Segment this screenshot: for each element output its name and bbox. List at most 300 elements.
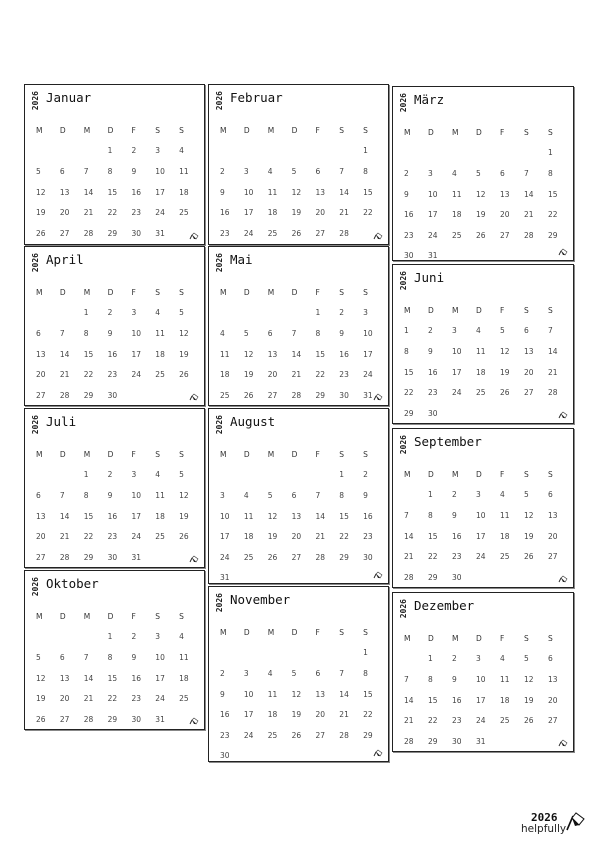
day-cell: 17 bbox=[155, 187, 165, 197]
day-cell: 18 bbox=[500, 695, 510, 705]
weekday-label: F bbox=[315, 287, 320, 297]
day-cell: 25 bbox=[267, 730, 278, 740]
day-cell: 4 bbox=[267, 668, 273, 678]
day-cell: 4 bbox=[220, 328, 225, 338]
day-grid bbox=[31, 606, 198, 730]
footer-branding bbox=[521, 810, 591, 840]
flag-icon bbox=[189, 717, 199, 725]
weekday-label: S bbox=[548, 305, 553, 315]
day-cell: 19 bbox=[291, 710, 302, 720]
day-cell: 24 bbox=[428, 230, 438, 240]
day-cell: 14 bbox=[315, 511, 325, 521]
day-cell: 15 bbox=[107, 187, 118, 197]
day-cell: 7 bbox=[83, 652, 89, 662]
weekday-label: D bbox=[107, 449, 114, 459]
day-cell: 9 bbox=[452, 674, 457, 684]
day-cell: 8 bbox=[83, 490, 89, 500]
day-cell: 22 bbox=[107, 694, 118, 704]
day-cell: 23 bbox=[452, 552, 462, 562]
day-grid bbox=[215, 120, 382, 244]
day-cell: 25 bbox=[243, 552, 254, 562]
week-row bbox=[31, 161, 198, 182]
weekday-label: D bbox=[107, 611, 114, 621]
day-cell: 15 bbox=[363, 187, 373, 197]
weekday-header bbox=[399, 300, 567, 321]
day-cell: 8 bbox=[107, 166, 113, 176]
weekday-label: M bbox=[267, 125, 275, 135]
day-cell: 11 bbox=[220, 349, 230, 359]
weekday-header bbox=[31, 444, 198, 465]
day-cell: 18 bbox=[155, 511, 165, 521]
week-row bbox=[215, 323, 382, 344]
weekday-label: D bbox=[243, 627, 250, 637]
day-cell: 27 bbox=[524, 388, 534, 398]
flag-icon bbox=[558, 248, 568, 256]
day-cell: 3 bbox=[476, 654, 481, 664]
day-cell: 9 bbox=[404, 189, 409, 199]
day-cell: 27 bbox=[291, 552, 302, 562]
day-cell: 26 bbox=[291, 228, 302, 238]
day-cell: 13 bbox=[524, 346, 534, 356]
day-cell: 22 bbox=[315, 370, 325, 380]
day-cell: 16 bbox=[131, 673, 141, 683]
day-cell: 14 bbox=[404, 695, 414, 705]
weekday-label: M bbox=[220, 287, 227, 297]
day-cell: 10 bbox=[155, 652, 165, 662]
week-row bbox=[31, 485, 198, 506]
day-cell: 9 bbox=[363, 490, 368, 500]
week-row bbox=[399, 204, 567, 225]
day-cell: 25 bbox=[452, 230, 462, 240]
day-cell: 22 bbox=[428, 552, 438, 562]
day-cell: 28 bbox=[59, 390, 70, 400]
day-cell: 27 bbox=[315, 730, 325, 740]
flag-icon bbox=[373, 749, 383, 757]
day-cell: 13 bbox=[36, 511, 46, 521]
weekday-label: F bbox=[500, 633, 505, 643]
weekday-label: M bbox=[267, 449, 275, 459]
year-label: 2026 bbox=[215, 415, 224, 435]
year-label: 2026 bbox=[399, 271, 408, 291]
weekday-label: S bbox=[363, 125, 368, 135]
day-cell: 28 bbox=[404, 736, 414, 746]
day-cell: 9 bbox=[428, 346, 433, 356]
week-row bbox=[215, 344, 382, 365]
week-row bbox=[31, 506, 198, 527]
day-cell: 27 bbox=[548, 716, 558, 726]
day-cell: 19 bbox=[267, 532, 278, 542]
weekday-label: F bbox=[315, 125, 320, 135]
day-cell: 12 bbox=[291, 187, 302, 197]
day-cell: 23 bbox=[363, 532, 373, 542]
day-cell: 23 bbox=[404, 230, 414, 240]
day-cell: 19 bbox=[179, 511, 189, 521]
month-title: Juni bbox=[414, 270, 445, 285]
day-cell: 31 bbox=[155, 714, 165, 724]
day-cell: 17 bbox=[131, 349, 141, 359]
week-row bbox=[215, 547, 382, 568]
day-cell: 17 bbox=[155, 673, 165, 683]
week-row bbox=[215, 202, 382, 223]
day-cell: 7 bbox=[524, 168, 529, 178]
day-cell: 22 bbox=[363, 710, 373, 720]
day-cell: 21 bbox=[404, 716, 414, 726]
weekday-label: D bbox=[476, 127, 482, 137]
weekday-label: M bbox=[404, 127, 411, 137]
day-cell: 4 bbox=[179, 632, 184, 642]
day-cell: 15 bbox=[363, 689, 373, 699]
weekday-label: M bbox=[36, 449, 43, 459]
weekday-label: M bbox=[36, 287, 43, 297]
day-cell: 24 bbox=[131, 532, 141, 542]
day-grid bbox=[399, 122, 567, 266]
month-title: September bbox=[414, 434, 482, 449]
day-cell: 8 bbox=[107, 652, 113, 662]
weekday-label: D bbox=[428, 127, 434, 137]
day-cell: 4 bbox=[155, 470, 161, 480]
day-cell: 30 bbox=[339, 390, 349, 400]
weekday-label: S bbox=[155, 125, 161, 135]
day-cell: 1 bbox=[83, 308, 89, 318]
flag-icon bbox=[558, 575, 568, 583]
day-cell: 12 bbox=[179, 490, 189, 500]
day-cell: 31 bbox=[155, 228, 165, 238]
weekday-label: F bbox=[500, 305, 505, 315]
weekday-label: S bbox=[363, 287, 368, 297]
day-cell: 2 bbox=[452, 490, 457, 500]
day-cell: 6 bbox=[524, 326, 529, 336]
week-row bbox=[215, 643, 382, 664]
day-cell: 9 bbox=[131, 652, 137, 662]
day-cell: 7 bbox=[83, 166, 89, 176]
weekday-label: D bbox=[476, 305, 482, 315]
day-cell: 6 bbox=[267, 328, 273, 338]
day-cell: 9 bbox=[107, 490, 113, 500]
day-cell: 10 bbox=[155, 166, 165, 176]
day-cell: 5 bbox=[476, 168, 481, 178]
day-cell: 10 bbox=[476, 510, 486, 520]
week-row bbox=[31, 385, 198, 406]
day-cell: 29 bbox=[107, 714, 118, 724]
weekday-label: S bbox=[155, 287, 161, 297]
day-cell: 30 bbox=[452, 736, 462, 746]
weekday-header bbox=[31, 120, 198, 141]
day-cell: 1 bbox=[83, 470, 89, 480]
day-cell: 6 bbox=[59, 652, 65, 662]
week-row bbox=[399, 731, 567, 752]
day-cell: 2 bbox=[220, 668, 225, 678]
day-grid bbox=[399, 464, 567, 588]
week-row bbox=[215, 663, 382, 684]
week-row bbox=[215, 746, 382, 767]
day-cell: 20 bbox=[548, 531, 558, 541]
day-cell: 21 bbox=[291, 370, 302, 380]
weekday-header bbox=[399, 464, 567, 485]
weekday-label: S bbox=[339, 449, 345, 459]
day-grid bbox=[399, 628, 567, 752]
day-cell: 28 bbox=[83, 228, 94, 238]
day-cell: 22 bbox=[83, 532, 94, 542]
week-row bbox=[399, 526, 567, 547]
month-title: November bbox=[230, 592, 291, 607]
day-cell: 13 bbox=[59, 187, 70, 197]
day-cell: 15 bbox=[83, 349, 94, 359]
week-row bbox=[215, 303, 382, 324]
week-row bbox=[31, 344, 198, 365]
flag-icon bbox=[565, 810, 587, 832]
day-cell: 28 bbox=[339, 730, 349, 740]
weekday-label: M bbox=[83, 449, 91, 459]
day-cell: 20 bbox=[59, 694, 70, 704]
weekday-label: S bbox=[179, 287, 184, 297]
week-row bbox=[399, 690, 567, 711]
day-cell: 21 bbox=[59, 532, 70, 542]
day-cell: 26 bbox=[243, 390, 254, 400]
weekday-label: D bbox=[291, 627, 298, 637]
day-cell: 24 bbox=[452, 388, 462, 398]
day-cell: 9 bbox=[220, 689, 225, 699]
day-cell: 15 bbox=[83, 511, 94, 521]
day-cell: 20 bbox=[291, 532, 302, 542]
day-cell: 7 bbox=[315, 490, 321, 500]
month-title: März bbox=[414, 92, 445, 107]
day-cell: 6 bbox=[500, 168, 505, 178]
day-cell: 16 bbox=[428, 367, 438, 377]
day-cell: 26 bbox=[500, 388, 510, 398]
day-cell: 27 bbox=[500, 230, 510, 240]
weekday-label: D bbox=[428, 305, 434, 315]
week-row bbox=[215, 364, 382, 385]
day-cell: 11 bbox=[179, 166, 189, 176]
day-cell: 21 bbox=[315, 532, 325, 542]
day-cell: 5 bbox=[524, 490, 529, 500]
day-cell: 24 bbox=[155, 694, 165, 704]
week-row bbox=[31, 627, 198, 648]
day-cell: 18 bbox=[267, 208, 278, 218]
day-cell: 6 bbox=[36, 328, 41, 338]
day-cell: 14 bbox=[83, 187, 94, 197]
weekday-label: S bbox=[524, 469, 529, 479]
day-cell: 26 bbox=[36, 228, 46, 238]
day-cell: 2 bbox=[107, 308, 113, 318]
day-grid bbox=[215, 444, 382, 588]
week-row bbox=[215, 725, 382, 746]
day-cell: 2 bbox=[220, 166, 225, 176]
day-cell: 23 bbox=[131, 208, 141, 218]
day-cell: 7 bbox=[548, 326, 553, 336]
day-cell: 18 bbox=[243, 532, 254, 542]
day-cell: 19 bbox=[524, 531, 534, 541]
week-row bbox=[31, 526, 198, 547]
day-cell: 5 bbox=[179, 308, 184, 318]
day-cell: 9 bbox=[131, 166, 137, 176]
weekday-label: D bbox=[59, 449, 66, 459]
day-cell: 14 bbox=[339, 689, 349, 699]
day-cell: 27 bbox=[548, 552, 558, 562]
week-row bbox=[31, 223, 198, 244]
weekday-label: S bbox=[524, 127, 529, 137]
day-cell: 13 bbox=[315, 689, 325, 699]
weekday-label: S bbox=[548, 633, 553, 643]
week-row bbox=[215, 684, 382, 705]
weekday-header bbox=[215, 444, 382, 465]
month-card-mai bbox=[208, 246, 389, 406]
month-title: August bbox=[230, 414, 276, 429]
month-title: Dezember bbox=[414, 598, 475, 613]
day-cell: 13 bbox=[548, 510, 558, 520]
day-cell: 16 bbox=[452, 695, 462, 705]
weekday-label: S bbox=[155, 611, 161, 621]
weekday-label: D bbox=[428, 633, 434, 643]
week-row bbox=[399, 321, 567, 342]
weekday-label: S bbox=[524, 305, 529, 315]
day-cell: 21 bbox=[404, 552, 414, 562]
day-cell: 12 bbox=[267, 511, 278, 521]
day-cell: 17 bbox=[452, 367, 462, 377]
day-cell: 26 bbox=[267, 552, 278, 562]
week-row bbox=[399, 184, 567, 205]
weekday-label: M bbox=[452, 127, 459, 137]
day-cell: 13 bbox=[500, 189, 510, 199]
week-row bbox=[399, 163, 567, 184]
weekday-label: F bbox=[131, 125, 136, 135]
week-row bbox=[215, 223, 382, 244]
week-row bbox=[215, 385, 382, 406]
day-cell: 3 bbox=[452, 326, 457, 336]
day-cell: 25 bbox=[500, 552, 510, 562]
day-cell: 2 bbox=[404, 168, 409, 178]
day-cell: 24 bbox=[243, 730, 254, 740]
day-grid bbox=[399, 300, 567, 424]
day-cell: 22 bbox=[404, 388, 414, 398]
day-cell: 27 bbox=[36, 552, 46, 562]
day-cell: 23 bbox=[428, 388, 438, 398]
weekday-label: M bbox=[267, 287, 275, 297]
day-cell: 15 bbox=[107, 673, 118, 683]
day-cell: 10 bbox=[363, 328, 373, 338]
day-cell: 5 bbox=[36, 652, 41, 662]
weekday-label: D bbox=[243, 287, 250, 297]
week-row bbox=[215, 465, 382, 486]
weekday-label: S bbox=[363, 627, 368, 637]
day-cell: 6 bbox=[315, 668, 321, 678]
month-card-februar bbox=[208, 84, 389, 245]
weekday-label: S bbox=[179, 125, 184, 135]
day-cell: 2 bbox=[428, 326, 433, 336]
day-cell: 25 bbox=[500, 716, 510, 726]
day-cell: 10 bbox=[243, 187, 254, 197]
day-cell: 20 bbox=[315, 208, 325, 218]
day-cell: 2 bbox=[131, 632, 137, 642]
week-row bbox=[215, 704, 382, 725]
day-cell: 12 bbox=[36, 673, 46, 683]
day-cell: 14 bbox=[59, 349, 70, 359]
month-card-januar bbox=[24, 84, 205, 245]
week-row bbox=[399, 710, 567, 731]
day-cell: 12 bbox=[243, 349, 254, 359]
day-cell: 16 bbox=[220, 208, 230, 218]
day-cell: 14 bbox=[548, 346, 558, 356]
day-cell: 5 bbox=[179, 470, 184, 480]
year-label: 2026 bbox=[31, 577, 40, 597]
day-cell: 21 bbox=[59, 370, 70, 380]
day-cell: 24 bbox=[476, 552, 486, 562]
day-cell: 18 bbox=[267, 710, 278, 720]
day-cell: 19 bbox=[36, 208, 46, 218]
day-cell: 17 bbox=[476, 695, 486, 705]
day-cell: 14 bbox=[524, 189, 534, 199]
weekday-header bbox=[31, 606, 198, 627]
weekday-label: S bbox=[339, 125, 345, 135]
day-cell: 13 bbox=[267, 349, 278, 359]
day-cell: 19 bbox=[500, 367, 510, 377]
day-cell: 13 bbox=[59, 673, 70, 683]
day-cell: 29 bbox=[315, 390, 325, 400]
weekday-label: D bbox=[476, 469, 482, 479]
day-cell: 23 bbox=[131, 694, 141, 704]
day-cell: 4 bbox=[243, 490, 249, 500]
day-cell: 8 bbox=[315, 328, 321, 338]
day-cell: 17 bbox=[363, 349, 373, 359]
day-cell: 28 bbox=[548, 388, 558, 398]
week-row bbox=[31, 141, 198, 162]
day-cell: 12 bbox=[476, 189, 486, 199]
weekday-label: D bbox=[291, 449, 298, 459]
week-row bbox=[399, 362, 567, 383]
day-cell: 30 bbox=[107, 390, 118, 400]
weekday-label: M bbox=[267, 627, 275, 637]
week-row bbox=[31, 202, 198, 223]
day-cell: 20 bbox=[548, 695, 558, 705]
day-cell: 15 bbox=[428, 531, 438, 541]
day-cell: 18 bbox=[476, 367, 486, 377]
day-cell: 17 bbox=[428, 210, 438, 220]
day-cell: 30 bbox=[220, 751, 230, 761]
day-cell: 3 bbox=[220, 490, 225, 500]
day-cell: 15 bbox=[548, 189, 558, 199]
day-cell: 8 bbox=[363, 166, 368, 176]
day-cell: 25 bbox=[155, 370, 165, 380]
day-cell: 27 bbox=[267, 390, 278, 400]
month-card-august bbox=[208, 408, 389, 584]
day-cell: 31 bbox=[363, 390, 373, 400]
day-cell: 14 bbox=[83, 673, 94, 683]
day-cell: 28 bbox=[59, 552, 70, 562]
weekday-label: M bbox=[404, 305, 411, 315]
footer-brand: helpfully bbox=[521, 823, 567, 835]
day-cell: 12 bbox=[36, 187, 46, 197]
day-cell: 21 bbox=[83, 694, 94, 704]
flag-icon bbox=[189, 555, 199, 563]
day-cell: 25 bbox=[476, 388, 486, 398]
day-cell: 22 bbox=[83, 370, 94, 380]
day-cell: 12 bbox=[500, 346, 510, 356]
day-cell: 29 bbox=[83, 390, 94, 400]
week-row bbox=[31, 547, 198, 568]
day-cell: 10 bbox=[452, 346, 462, 356]
day-cell: 3 bbox=[428, 168, 433, 178]
week-row bbox=[215, 526, 382, 547]
day-cell: 6 bbox=[59, 166, 65, 176]
day-cell: 31 bbox=[428, 251, 438, 261]
week-row bbox=[31, 465, 198, 486]
day-cell: 24 bbox=[131, 370, 141, 380]
day-cell: 15 bbox=[428, 695, 438, 705]
weekday-label: S bbox=[179, 611, 184, 621]
day-cell: 10 bbox=[131, 490, 141, 500]
day-cell: 11 bbox=[243, 511, 254, 521]
week-row bbox=[31, 688, 198, 709]
